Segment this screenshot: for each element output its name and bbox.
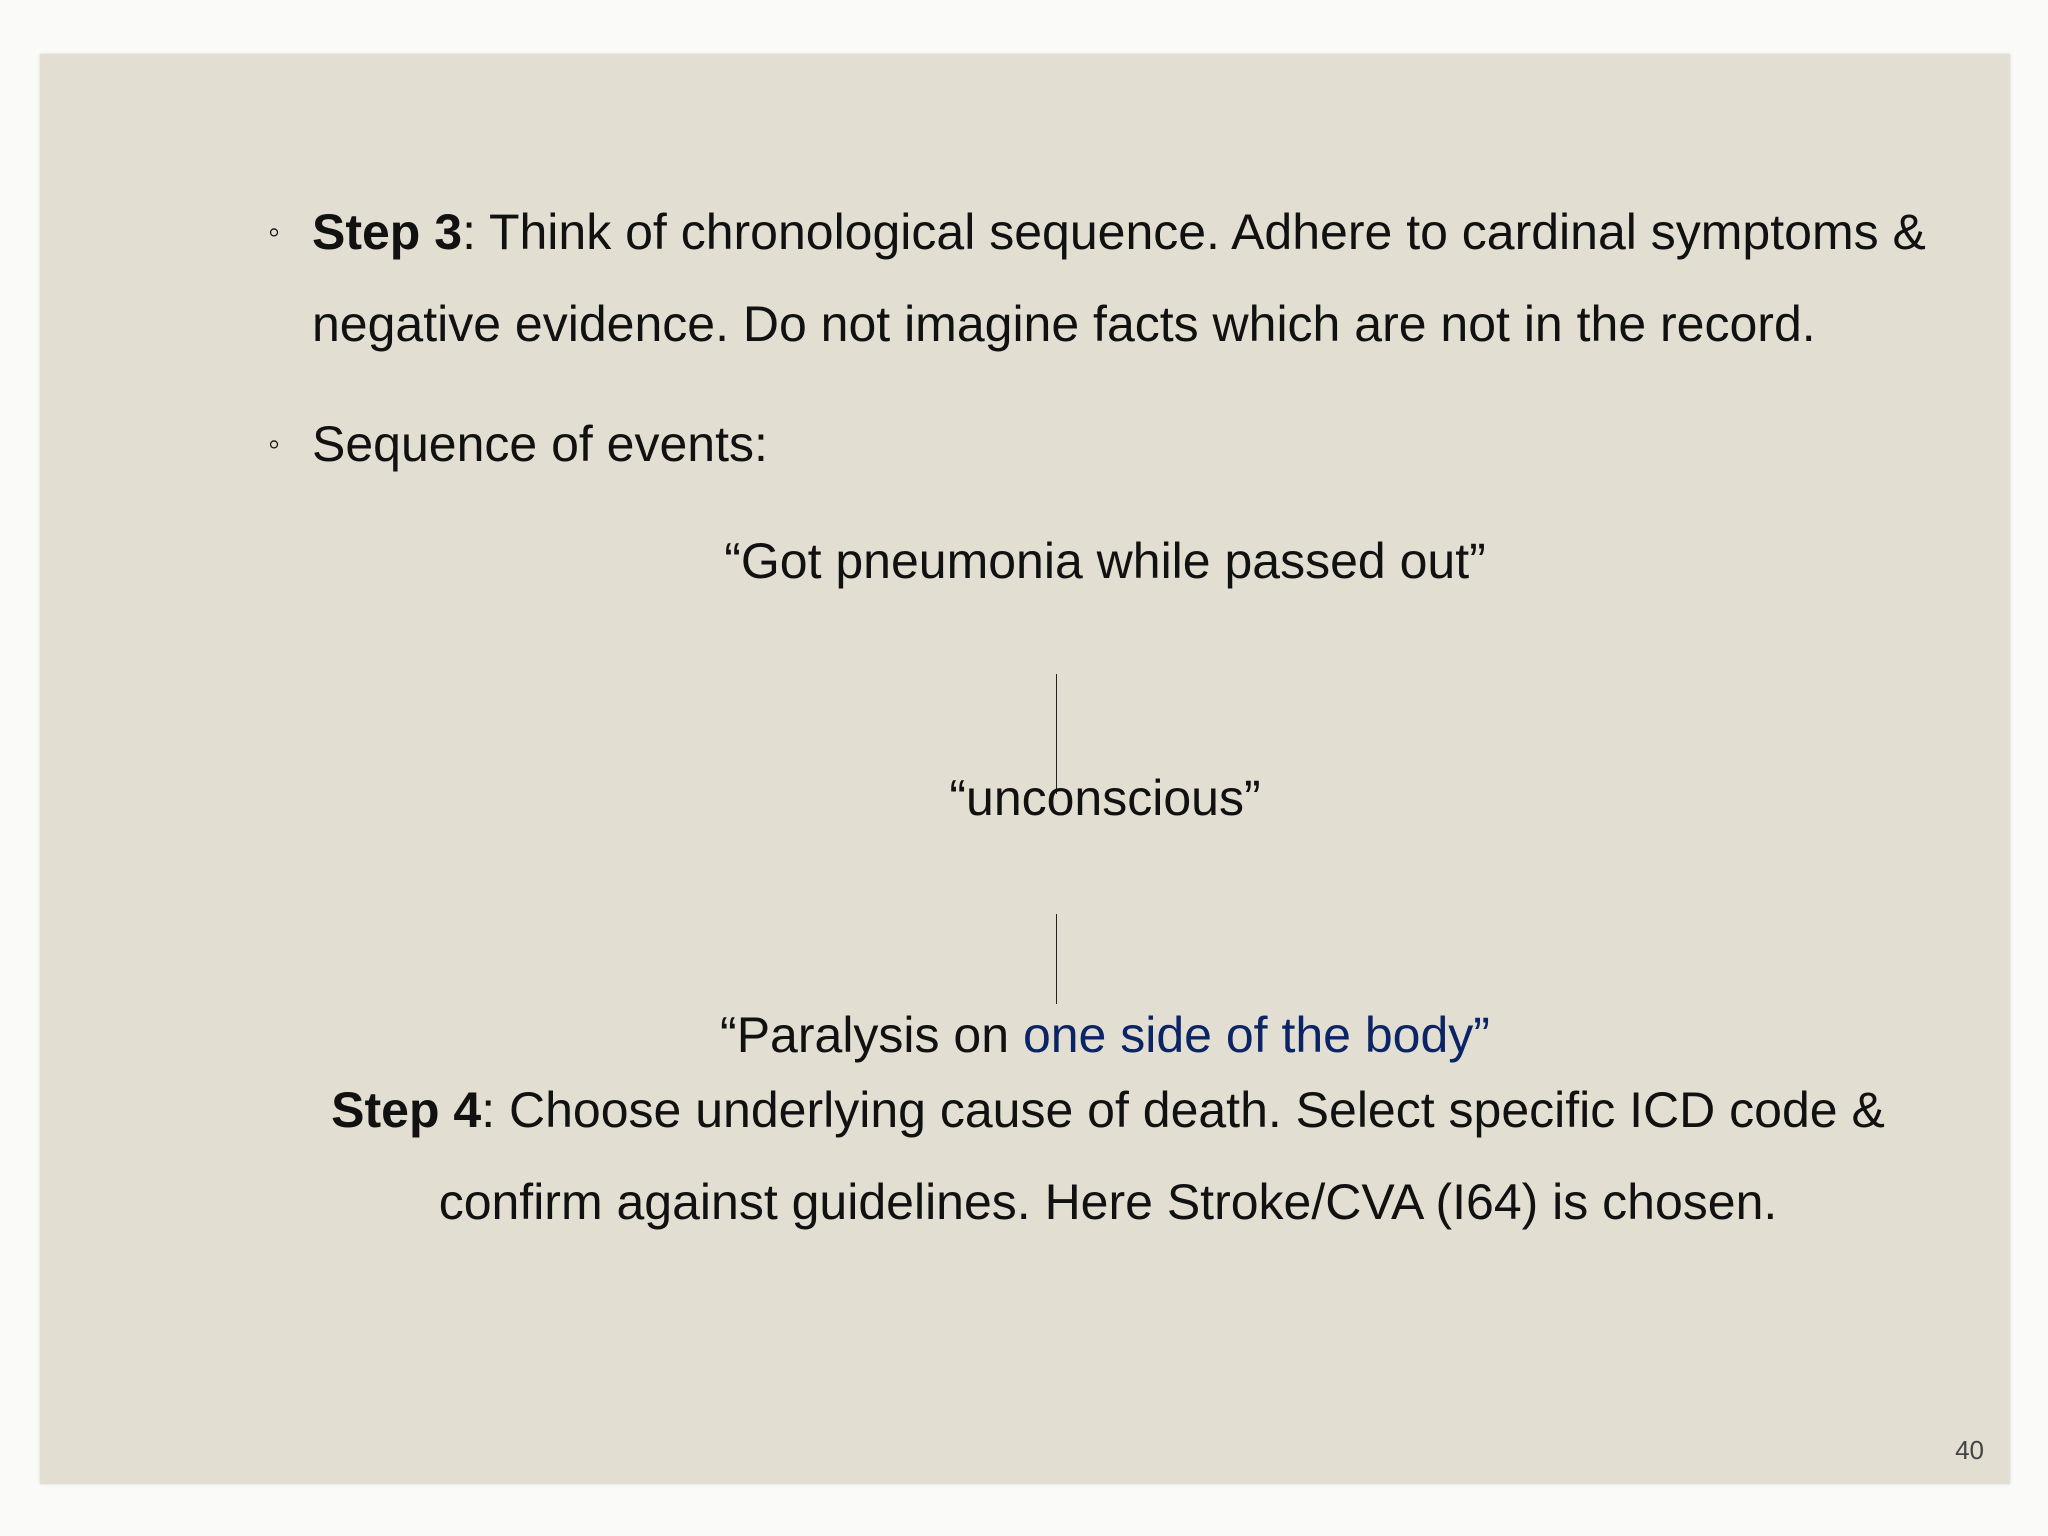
step3-label: Step 3 [312, 204, 463, 260]
bullet-icon: ◦ [268, 213, 281, 251]
event-unconscious: “unconscious” [949, 770, 1261, 826]
event-pneumonia: “Got pneumonia while passed out” [724, 533, 1486, 589]
event-paralysis [40, 1005, 2048, 1065]
event-paralysis-text: “Paralysis on [720, 1007, 1023, 1063]
slide [40, 54, 2010, 1484]
step3-text: : Think of chronological sequence. Adhere to cardinal symptoms & negative evidence. Do not imagine facts which are not in the record. [312, 204, 1926, 352]
sequence-heading: Sequence of events: [312, 416, 768, 472]
sequence-connector-line [1056, 914, 1057, 1004]
step4-label: Step 4 [331, 1082, 482, 1138]
step3-paragraph [312, 186, 1992, 370]
event-paralysis-highlight: one side of the body” [1022, 1007, 1490, 1063]
step4-text: : Choose underlying cause of death. Select specific ICD code & confirm against guidelines. Here Stroke/CVA (I64) is chosen. [438, 1082, 1885, 1230]
bullet-icon: ◦ [268, 425, 281, 463]
step4-paragraph [268, 1064, 1948, 1248]
page-number: 40 [1955, 1435, 1984, 1465]
